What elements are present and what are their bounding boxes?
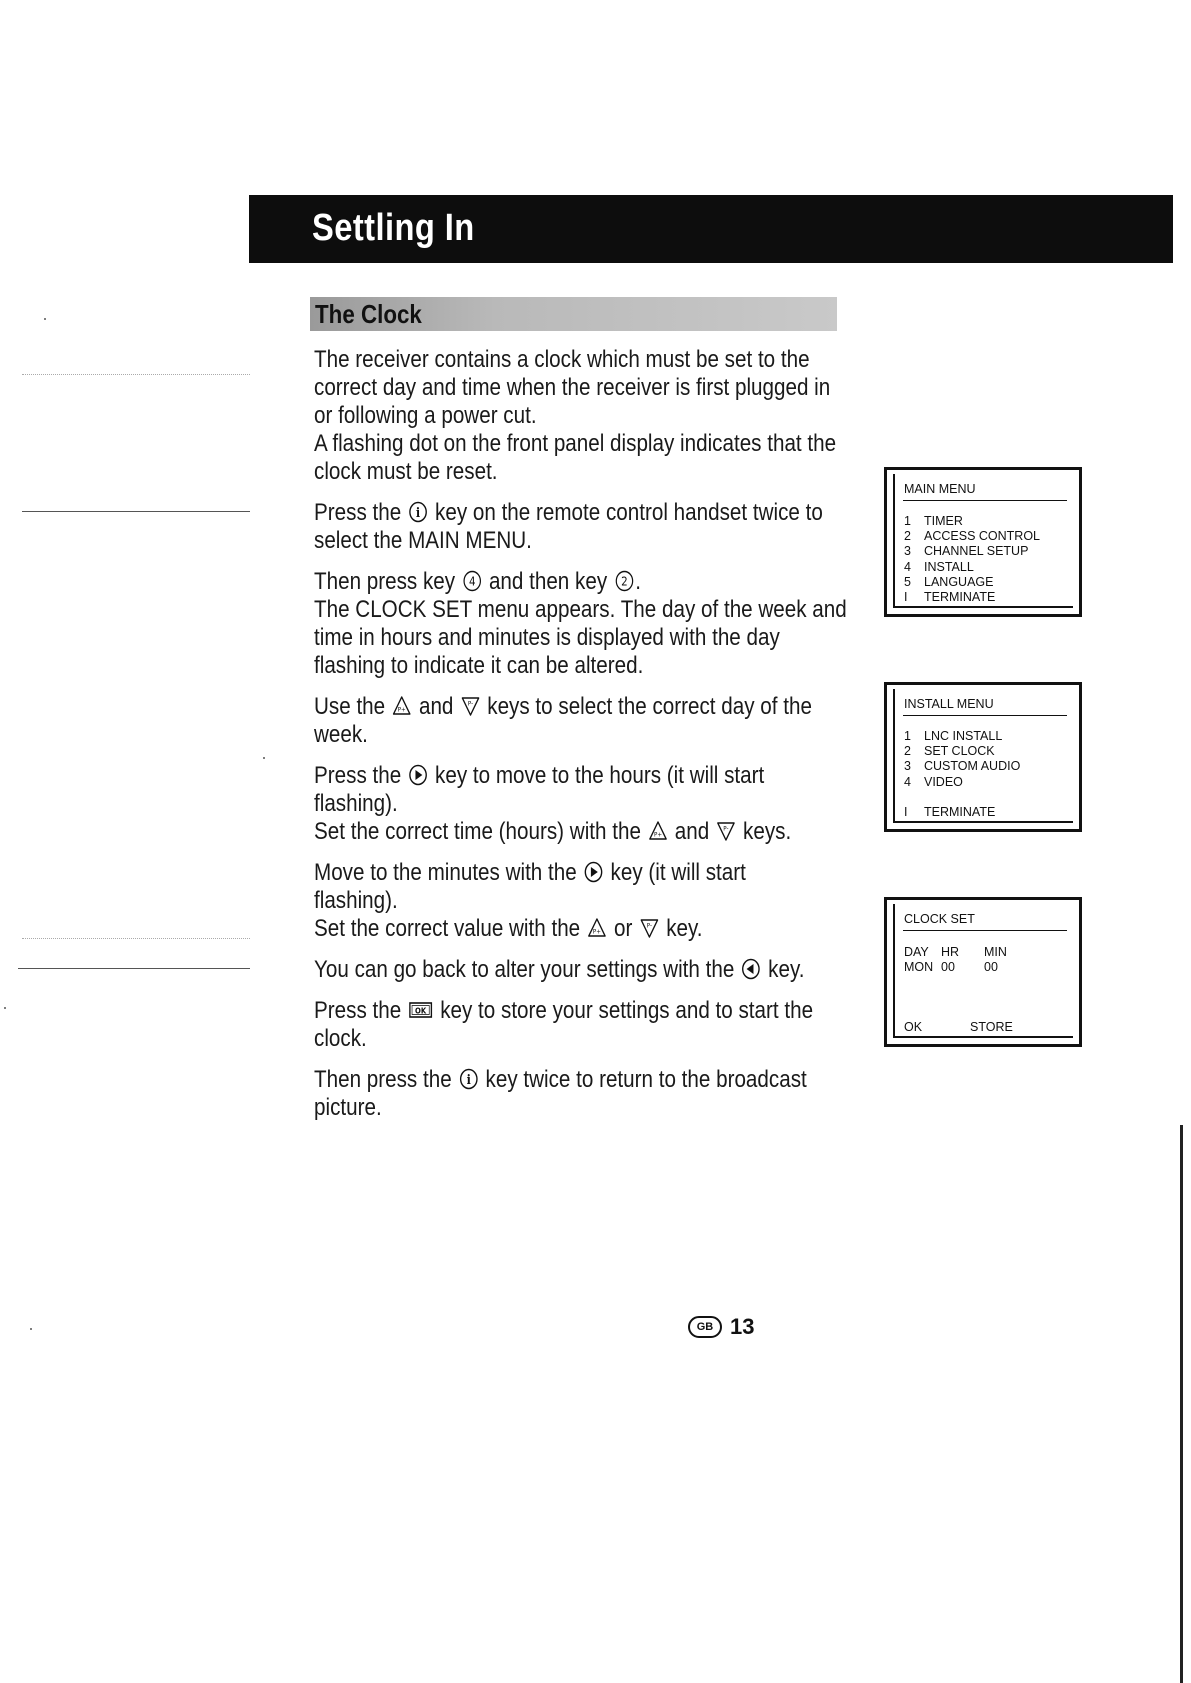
channel-down-key-icon	[640, 917, 659, 939]
page-title: Settling In	[312, 207, 475, 249]
screen-divider	[903, 715, 1067, 716]
right-arrow-key-icon	[409, 764, 428, 786]
paragraph-minutes	[314, 859, 907, 943]
menu-item: I TERMINATE	[904, 590, 996, 605]
number-4-key-icon	[463, 570, 482, 592]
channel-up-key-icon	[648, 820, 667, 842]
paragraph-go-back	[314, 956, 907, 984]
text-fragment: keys.	[743, 818, 792, 845]
paragraph-hours	[314, 762, 907, 846]
svg-text:P+: P+	[398, 706, 407, 714]
text-fragment: Use the	[314, 693, 386, 720]
main-menu-screen	[884, 467, 1082, 617]
text-fragment: key.	[666, 915, 703, 942]
paragraph-main-menu	[314, 499, 907, 555]
right-arrow-key-icon	[584, 861, 603, 883]
menu-item: 4 INSTALL	[904, 559, 974, 574]
channel-up-key-icon	[393, 695, 412, 717]
svg-text:OK: OK	[415, 1005, 427, 1016]
screen-title: MAIN MENU	[904, 482, 976, 496]
text-fragment: and then key	[488, 568, 608, 595]
page-footer	[688, 1314, 754, 1340]
channel-down-key-icon	[461, 695, 480, 717]
svg-text:i: i	[466, 1072, 471, 1088]
clock-header-row: DAY HR MIN	[904, 945, 1007, 959]
text-fragment: key.	[768, 956, 805, 983]
svg-text:i: i	[415, 505, 421, 521]
screen-divider	[903, 930, 1067, 931]
text-fragment: key on the remote control handset twice to	[435, 499, 823, 526]
text-line: flashing).	[314, 887, 398, 914]
clock-table	[904, 945, 1007, 975]
menu-item: 1 TIMER	[904, 514, 963, 528]
number-2-key-icon	[615, 570, 634, 592]
svg-text:2: 2	[620, 574, 628, 589]
text-fragment: key (it will start	[610, 859, 746, 886]
svg-text:P-: P-	[646, 922, 652, 930]
svg-text:P+: P+	[653, 831, 662, 839]
menu-item: 3 CHANNEL SETUP	[904, 544, 1029, 559]
text-fragment: Press the	[314, 997, 402, 1024]
paragraph-intro	[314, 346, 907, 486]
margin-rule	[22, 938, 250, 939]
channel-down-key-icon	[717, 820, 736, 842]
paragraph-select-day	[314, 693, 907, 749]
menu-item: 4 VIDEO	[904, 774, 963, 789]
text-line: The CLOCK SET menu appears. The day of the week and	[314, 596, 847, 623]
text-fragment: Then press key	[314, 568, 456, 595]
text-fragment: Press the	[314, 762, 402, 789]
clock-footer: OK STORE	[904, 1020, 1013, 1034]
text-fragment: and	[418, 693, 454, 720]
paragraph-return	[314, 1066, 907, 1122]
menu-item: 1 LNC INSTALL	[904, 729, 1003, 743]
menu-list	[904, 729, 1020, 820]
text-line: picture.	[314, 1094, 382, 1121]
svg-text:P-: P-	[723, 825, 729, 833]
clock-set-screen	[884, 897, 1082, 1047]
speck	[4, 1007, 6, 1009]
left-arrow-key-icon	[742, 958, 761, 980]
screen-divider	[903, 500, 1067, 501]
ok-key-icon	[409, 999, 433, 1021]
svg-text:P-: P-	[467, 700, 473, 708]
svg-text:4: 4	[468, 574, 476, 589]
speck	[30, 1328, 32, 1330]
text-fragment: .	[635, 568, 641, 595]
paragraph-clock-set	[314, 568, 907, 680]
menu-item: 3 CUSTOM AUDIO	[904, 759, 1021, 774]
text-line: flashing).	[314, 790, 398, 817]
margin-rule	[22, 374, 250, 375]
body-text	[314, 346, 894, 1135]
text-line: or following a power cut.	[314, 402, 537, 429]
text-line: flashing to indicate it can be altered.	[314, 652, 644, 679]
clock-value-row: MON 00 00	[904, 960, 998, 974]
text-fragment: key twice to return to the broadcast	[485, 1066, 807, 1093]
text-fragment: key to store your settings and to start the	[440, 997, 814, 1024]
text-fragment: keys to select the correct day of the	[487, 693, 812, 720]
page-edge	[1180, 1125, 1183, 1683]
menu-item: 5 LANGUAGE	[904, 574, 994, 589]
text-fragment: Press the	[314, 499, 402, 526]
screen-title: CLOCK SET	[904, 912, 975, 926]
menu-list	[904, 514, 1040, 605]
text-line: A flashing dot on the front panel display indicates that the	[314, 430, 837, 457]
text-line: clock.	[314, 1025, 367, 1052]
text-fragment: Set the correct value with the	[314, 915, 581, 942]
margin-rule	[22, 511, 250, 512]
menu-item: 2 ACCESS CONTROL	[904, 529, 1040, 544]
svg-text:P+: P+	[593, 928, 602, 936]
paragraph-store	[314, 997, 907, 1053]
channel-up-key-icon	[588, 917, 607, 939]
speck	[263, 757, 265, 759]
text-fragment: key to move to the hours (it will start	[435, 762, 765, 789]
text-line: week.	[314, 721, 368, 748]
menu-item: I TERMINATE	[904, 804, 996, 819]
text-line: clock must be reset.	[314, 458, 498, 485]
text-fragment: You can go back to alter your settings with the	[314, 956, 735, 983]
text-line: select the MAIN MENU.	[314, 527, 532, 554]
text-fragment: Move to the minutes with the	[314, 859, 577, 886]
text-line: time in hours and minutes is displayed with the day	[314, 624, 780, 651]
text-fragment: or	[614, 915, 633, 942]
text-fragment: Then press the	[314, 1066, 452, 1093]
gb-badge: GB	[688, 1316, 722, 1338]
text-line: The receiver contains a clock which must be set to the	[314, 346, 810, 373]
info-key-icon	[409, 501, 428, 523]
menu-item: 2 SET CLOCK	[904, 744, 995, 759]
screen-title: INSTALL MENU	[904, 697, 994, 711]
speck	[44, 318, 46, 320]
margin-rule	[18, 968, 250, 969]
info-key-icon	[459, 1068, 478, 1090]
page-number: 13	[730, 1314, 755, 1339]
install-menu-screen	[884, 682, 1082, 832]
text-fragment: and	[674, 818, 710, 845]
section-title: The Clock	[315, 299, 422, 329]
text-fragment: Set the correct time (hours) with the	[314, 818, 641, 845]
text-line: correct day and time when the receiver is first plugged in	[314, 374, 831, 401]
